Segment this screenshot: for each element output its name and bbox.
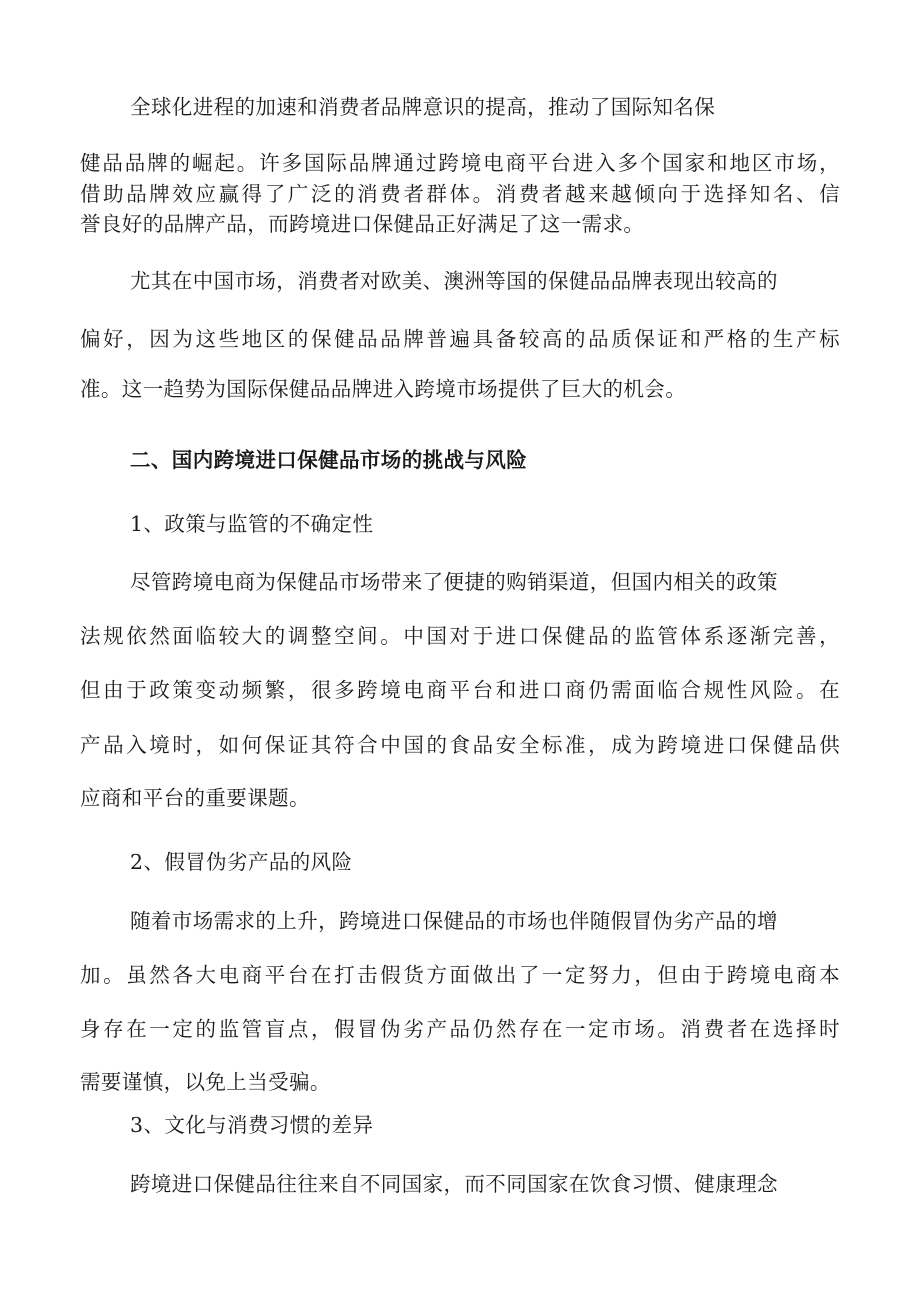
paragraph-line: 法规依然面临较大的调整空间。中国对于进口保健品的监管体系逐渐完善， (80, 624, 840, 648)
paragraph-line: 跨境进口保健品往往来自不同国家，而不同国家在饮食习惯、健康理念 (130, 1172, 778, 1196)
paragraph-line: 全球化进程的加速和消费者品牌意识的提高，推动了国际知名保 (130, 95, 716, 119)
paragraph-line: 应商和平台的重要课题。 (80, 786, 310, 810)
paragraph-line: 健品品牌的崛起。许多国际品牌通过跨境电商平台进入多个国家和地区市场， (80, 151, 840, 175)
paragraph-line: 产品入境时，如何保证其符合中国的食品安全标准，成为跨境进口保健品供 (80, 733, 840, 757)
paragraph-line: 需要谨慎，以免上当受骗。 (80, 1070, 331, 1094)
paragraph-line: 偏好，因为这些地区的保健品品牌普遍具备较高的品质保证和严格的生产标 (80, 327, 840, 351)
paragraph-line: 但由于政策变动频繁，很多跨境电商平台和进口商仍需面临合规性风险。在 (80, 678, 840, 702)
paragraph-line: 借助品牌效应赢得了广泛的消费者群体。消费者越来越倾向于选择知名、信 (80, 182, 840, 206)
paragraph-line: 誉良好的品牌产品，而跨境进口保健品正好满足了这一需求。 (80, 212, 645, 236)
paragraph-line: 尤其在中国市场，消费者对欧美、澳洲等国的保健品品牌表现出较高的 (130, 269, 778, 293)
subsection-title: 1、政策与监管的不确定性 (130, 512, 374, 536)
subsection-title: 3、文化与消费习惯的差异 (130, 1113, 374, 1137)
paragraph-line: 身存在一定的监管盲点，假冒伪劣产品仍然存在一定市场。消费者在选择时 (80, 1017, 840, 1041)
paragraph-line: 随着市场需求的上升，跨境进口保健品的市场也伴随假冒伪劣产品的增 (130, 909, 778, 933)
paragraph-line: 准。这一趋势为国际保健品品牌进入跨境市场提供了巨大的机会。 (80, 377, 687, 401)
paragraph-line: 加。虽然各大电商平台在打击假货方面做出了一定努力，但由于跨境电商本 (80, 963, 840, 987)
section-heading: 二、国内跨境进口保健品市场的挑战与风险 (130, 448, 528, 472)
subsection-title: 2、假冒伪劣产品的风险 (130, 850, 353, 874)
paragraph-line: 尽管跨境电商为保健品市场带来了便捷的购销渠道，但国内相关的政策 (130, 570, 778, 594)
